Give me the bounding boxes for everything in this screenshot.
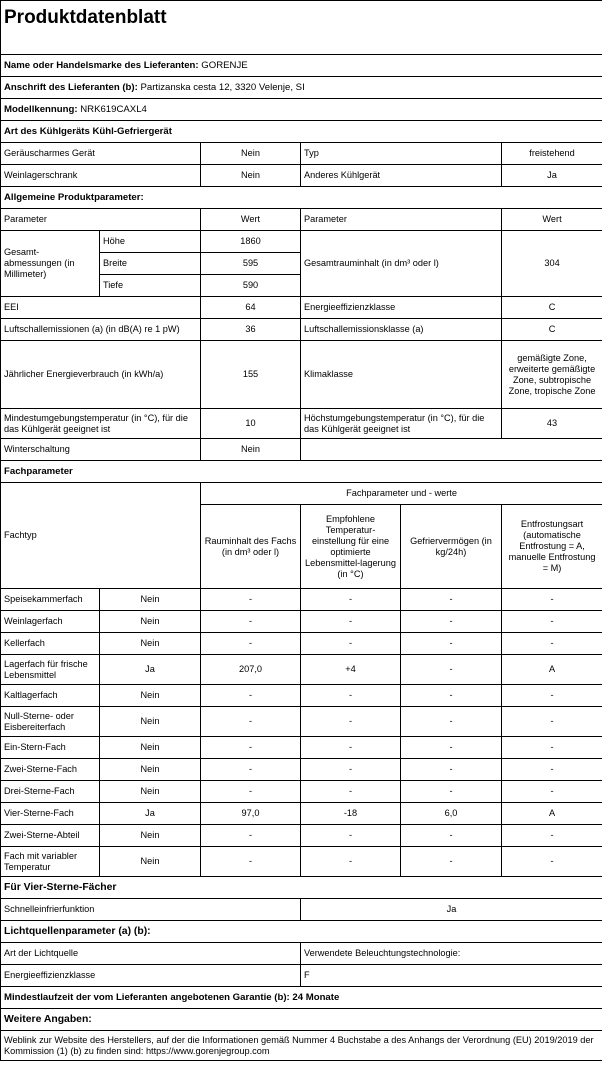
general-params-heading: Allgemeine Produktparameter: (1, 187, 602, 209)
max-temp-label: Höchstumgebungstemperatur (in °C), für die das Kühlgerät geeignet ist (301, 409, 502, 439)
compartment-present: Nein (100, 759, 201, 781)
compartment-temp: - (301, 825, 401, 847)
total-volume-value: 304 (502, 231, 602, 297)
additional-info-text: Weblink zur Website des Herstellers, auf der die Informationen gemäß Nummer 4 Buchstabe a des Anhangs der Verordnung (EU) 2019/2019 der Kommission (1) (b) zu finden sind: https://www.gorenjegroup.com (1, 1031, 602, 1061)
compartment-defrost: - (502, 611, 602, 633)
table-row (1, 781, 602, 803)
compartment-temp: - (301, 847, 401, 877)
table-row (1, 707, 602, 737)
supplier-name-value: GORENJE (201, 60, 248, 71)
table-row (1, 655, 602, 685)
compartment-freeze: 6,0 (401, 803, 502, 825)
temp-header: Empfohlene Temperatur-einstellung für eine optimierte Lebensmittel-lagerung (in °C) (301, 505, 401, 589)
supplier-address-row (1, 77, 602, 99)
compartment-temp: +4 (301, 655, 401, 685)
depth-value: 590 (201, 275, 301, 297)
table-row (1, 825, 602, 847)
compartment-freeze: - (401, 707, 502, 737)
compartment-present: Nein (100, 825, 201, 847)
type-label: Typ (301, 143, 502, 165)
compartment-temp: - (301, 685, 401, 707)
compartment-volume: - (201, 707, 301, 737)
compartment-freeze: - (401, 633, 502, 655)
noise-emission-label: Luftschallemissionen (a) (in dB(A) re 1 pW) (1, 319, 201, 341)
climate-class-value: gemäßigte Zone, erweiterte gemäßigte Zone, subtropische Zone, tropische Zone (502, 341, 602, 409)
wine-cabinet-label: Weinlagerschrank (1, 165, 201, 187)
compartment-name: Kaltlagerfach (1, 685, 100, 707)
compartment-present: Nein (100, 707, 201, 737)
width-value: 595 (201, 253, 301, 275)
param-header-left: Parameter (1, 209, 201, 231)
supplier-address-label: Anschrift des Lieferanten (b): (4, 82, 138, 93)
compartment-name: Null-Sterne- oder Eisbereiterfach (1, 707, 100, 737)
compartment-defrost: - (502, 589, 602, 611)
low-noise-value: Nein (201, 143, 301, 165)
compartment-name: Lagerfach für frische Lebensmittel (1, 655, 100, 685)
compartment-defrost: - (502, 781, 602, 803)
table-row (1, 589, 602, 611)
defrost-header: Entfrostungsart (automatische Entfrostung = A, manuelle Entfrostung = M) (502, 505, 602, 589)
winter-switch-empty (301, 439, 602, 461)
compartment-defrost: - (502, 707, 602, 737)
noise-emission-value: 36 (201, 319, 301, 341)
compartment-name: Speisekammerfach (1, 589, 100, 611)
compartment-present: Nein (100, 685, 201, 707)
compartment-freeze: - (401, 685, 502, 707)
compartment-name: Kellerfach (1, 633, 100, 655)
low-noise-label: Geräuscharmes Gerät (1, 143, 201, 165)
compartment-present: Nein (100, 847, 201, 877)
compartment-temp: - (301, 737, 401, 759)
model-row (1, 99, 602, 121)
compartment-defrost: - (502, 737, 602, 759)
compartment-freeze: - (401, 589, 502, 611)
compartment-volume: - (201, 685, 301, 707)
table-row (1, 633, 602, 655)
page-title: Produktdatenblatt (1, 1, 602, 55)
noise-class-value: C (502, 319, 602, 341)
value-header-right: Wert (502, 209, 602, 231)
eei-label: EEI (1, 297, 201, 319)
fast-freeze-value: Ja (301, 899, 602, 921)
table-row (1, 611, 602, 633)
compartment-temp: - (301, 589, 401, 611)
compartment-name: Vier-Sterne-Fach (1, 803, 100, 825)
compartment-volume: - (201, 589, 301, 611)
width-label: Breite (100, 253, 201, 275)
param-header-right: Parameter (301, 209, 502, 231)
compartment-name: Drei-Sterne-Fach (1, 781, 100, 803)
light-energy-class-label: Energieeffizienzklasse (1, 965, 301, 987)
table-row (1, 737, 602, 759)
climate-class-label: Klimaklasse (301, 341, 502, 409)
winter-switch-value: Nein (201, 439, 301, 461)
annual-energy-value: 155 (201, 341, 301, 409)
compartment-present: Ja (100, 655, 201, 685)
height-value: 1860 (201, 231, 301, 253)
height-label: Höhe (100, 231, 201, 253)
fast-freeze-label: Schnelleinfrierfunktion (1, 899, 301, 921)
compartment-freeze: - (401, 759, 502, 781)
compartment-freeze: - (401, 611, 502, 633)
compartment-present: Nein (100, 589, 201, 611)
max-temp-value: 43 (502, 409, 602, 439)
table-row (1, 847, 602, 877)
compartment-params-heading: Fachparameter (1, 461, 602, 483)
compartment-volume: - (201, 737, 301, 759)
compartment-volume: - (201, 847, 301, 877)
compartment-volume: - (201, 633, 301, 655)
dimensions-label: Gesamt-abmessungen (in Millimeter) (1, 231, 100, 297)
compartment-volume: - (201, 759, 301, 781)
compartment-volume: - (201, 825, 301, 847)
compartment-defrost: - (502, 633, 602, 655)
appliance-type-heading: Art des Kühlgeräts Kühl-Gefriergerät (1, 121, 602, 143)
compartment-present: Nein (100, 737, 201, 759)
eei-value: 64 (201, 297, 301, 319)
additional-info-heading: Weitere Angaben: (1, 1009, 602, 1031)
energy-class-label: Energieeffizienzklasse (301, 297, 502, 319)
warranty-row: Mindestlaufzeit der vom Lieferanten angebotenen Garantie (b): 24 Monate (1, 987, 602, 1009)
compartment-defrost: - (502, 759, 602, 781)
supplier-name-label: Name oder Handelsmarke des Lieferanten: (4, 60, 199, 71)
other-appliance-value: Ja (502, 165, 602, 187)
light-source-type-label: Art der Lichtquelle (1, 943, 301, 965)
table-row (1, 803, 602, 825)
light-source-heading: Lichtquellenparameter (a) (b): (1, 921, 602, 943)
compartment-name: Weinlagerfach (1, 611, 100, 633)
depth-label: Tiefe (100, 275, 201, 297)
energy-class-value: C (502, 297, 602, 319)
annual-energy-label: Jährlicher Energieverbrauch (in kWh/a) (1, 341, 201, 409)
table-row (1, 759, 602, 781)
min-temp-label: Mindestumgebungstemperatur (in °C), für die das Kühlgerät geeignet ist (1, 409, 201, 439)
lighting-technology-label: Verwendete Beleuchtungstechnologie: (301, 943, 602, 965)
compartment-name: Fach mit variabler Temperatur (1, 847, 100, 877)
compartment-temp: - (301, 633, 401, 655)
compartment-temp: - (301, 759, 401, 781)
compartment-name: Ein-Stern-Fach (1, 737, 100, 759)
freeze-capacity-header: Gefriervermögen (in kg/24h) (401, 505, 502, 589)
compartment-volume: 207,0 (201, 655, 301, 685)
type-value: freistehend (502, 143, 602, 165)
light-energy-class-value: F (301, 965, 602, 987)
compartment-temp: - (301, 781, 401, 803)
compartment-type-header: Fachtyp (1, 483, 201, 589)
supplier-name-row (1, 55, 602, 77)
compartment-present: Nein (100, 781, 201, 803)
compartment-present: Nein (100, 633, 201, 655)
compartment-defrost: - (502, 825, 602, 847)
supplier-address-value: Partizanska cesta 12, 3320 Velenje, SI (140, 82, 305, 93)
compartment-defrost: - (502, 847, 602, 877)
compartment-volume: 97,0 (201, 803, 301, 825)
winter-switch-label: Winterschaltung (1, 439, 201, 461)
compartment-freeze: - (401, 825, 502, 847)
compartment-group-header: Fachparameter und - werte (201, 483, 602, 505)
model-label: Modellkennung: (4, 104, 78, 115)
compartment-freeze: - (401, 737, 502, 759)
noise-class-label: Luftschallemissionsklasse (a) (301, 319, 502, 341)
table-row (1, 685, 602, 707)
compartment-temp: - (301, 707, 401, 737)
compartment-defrost: - (502, 685, 602, 707)
model-value: NRK619CAXL4 (80, 104, 147, 115)
compartment-freeze: - (401, 781, 502, 803)
other-appliance-label: Anderes Kühlgerät (301, 165, 502, 187)
compartment-defrost: A (502, 803, 602, 825)
wine-cabinet-value: Nein (201, 165, 301, 187)
compartment-name: Zwei-Sterne-Fach (1, 759, 100, 781)
compartment-name: Zwei-Sterne-Abteil (1, 825, 100, 847)
compartment-present: Nein (100, 611, 201, 633)
min-temp-value: 10 (201, 409, 301, 439)
compartment-present: Ja (100, 803, 201, 825)
value-header-left: Wert (201, 209, 301, 231)
compartment-freeze: - (401, 655, 502, 685)
compartment-temp: - (301, 611, 401, 633)
compartment-temp: -18 (301, 803, 401, 825)
compartment-volume: - (201, 781, 301, 803)
total-volume-label: Gesamtrauminhalt (in dm³ oder l) (301, 231, 502, 297)
compartment-freeze: - (401, 847, 502, 877)
compartment-volume: - (201, 611, 301, 633)
compartment-defrost: A (502, 655, 602, 685)
volume-header: Rauminhalt des Fachs (in dm³ oder l) (201, 505, 301, 589)
four-star-heading: Für Vier-Sterne-Fächer (1, 877, 602, 899)
